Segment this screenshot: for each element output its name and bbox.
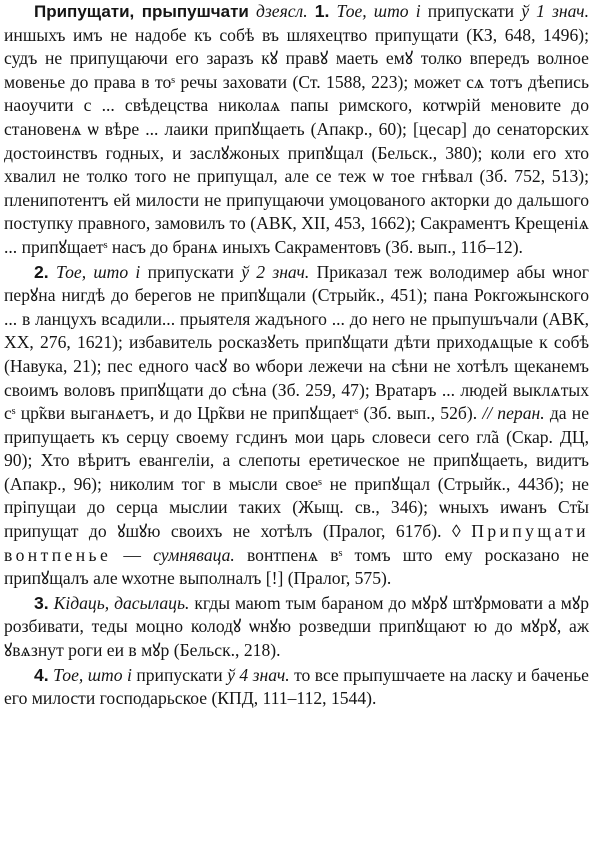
sense-number: 3. (34, 592, 49, 613)
sense-ref-word: припускати (427, 1, 515, 21)
sense-number: 4. (34, 664, 49, 685)
sense-text: то все прыпушчаете на ласку и баченье его милости господарьское (КПД, 111–112, 1544). (4, 664, 589, 709)
figurative-text: да не припущаеть къ серцу своему гсдинъ мои царь словеси сего гл̃а (Скар. ДЦ, 90); Хто вѣритъ евангелiи, а слепоты еретическое не припꙋщаеть, видитъ (Апакр., 96); николим тог в мысли своеˢ не припꙋщал (Стрыйк., 443б); не пріпущаи до серца мыслии таких (Жыщ. св., 346); ѡныхъ иѡанъ Ст̃ы припущат до ꙋшꙋю своихъ не хотѣлъ (Пралог, 617б). (4, 403, 590, 542)
sense-number: 2. (34, 261, 49, 282)
figurative-mark: // (482, 403, 493, 424)
sense-number: 1. (314, 1, 330, 21)
sense-ref-tail: ў 4 знач. (227, 664, 290, 685)
sense-2 (4, 261, 589, 591)
headword: Припущати, прыпушчати (34, 2, 249, 21)
phrase-text: вонтпенѧ вˢ томъ што ему росказано не припꙋщалъ але ѡхотне выполналъ [!] (Пралог, 575). (4, 544, 589, 589)
sense-4 (4, 664, 589, 711)
dictionary-entry (4, 0, 589, 711)
sense-text: Приказал теж володимер абы ѡног перꙋна нигдѣ до берегов не припꙋщали (Стрыйк., 451); пана Рокгожынского ... в ланцухъ всадили... прыятеля жадъного ... до него не прыпушъчали (АВК, XX, 276, 1621); избавитель росказꙋеть припꙋщати дѣти приходѧщые к собѣ (Навука, 21); пес едного часꙋ во ѡбори лежечи на сѣни не хотѣлъ щеканемъ своимъ воловъ припꙋщати до сѣна (Зб. 259, 47); Вратаръ ... людей выклѧтых cˢ цр̃кви выганѧетъ, и до Цр̃кви не припꙋщаетˢ (Зб. вып., 52б). (4, 261, 590, 424)
sense-ref-tail: ў 2 знач. (241, 261, 310, 282)
sense-gloss: Кідаць, дасылаць. (53, 592, 190, 613)
sense-3 (4, 592, 589, 663)
phrase-headword: Припущати вонтпенье (4, 521, 589, 565)
figurative-label: перан. (497, 403, 545, 424)
phrase-gloss: сумняваца. (153, 544, 235, 565)
sense-ref-word: припускати (136, 664, 223, 685)
phrase-dash: — (123, 544, 141, 565)
sense-1 (4, 0, 589, 260)
sense-gloss: Тое, што і (53, 664, 132, 685)
sense-gloss: Тое, што і (336, 1, 421, 21)
sense-text: иншыхъ имъ не надобе къ собѣ въ шляхецтво припущати (КЗ, 648, 1496); судъ не припущаючи его заразъ кꙋ правꙋ маеть емꙋ толко впередъ волное мовенье до права в тоˢ речы заховати (Ст. 1588, 223); может сѧ тотъ дѣепись наоучити с ... свѣдецства николаѧ папы римского, котѡрій меновите до становенѧ ѡ вѣре ... лаики припꙋщаеть (Апакр., 60); [цесар] до сенаторских достоинствъ годных, и заслꙋжоных припꙋщал (Бельск., 380); коли его хто хвалил не толко того не припущал, але се теж ѡ тое гнѣвал (Зб. 752, 513); пленипотентъ ей милости не припущаючи умоцованого акторки до дальшого поступку правного, замовилъ то (АВК, XII, 453, 1662); Сакраментъ Крещенiѧ ... припꙋщаетˢ насъ до бранѧ иныхъ Сакраментовъ (Зб. вып., 11б–12). (4, 24, 589, 257)
sense-ref-word: припускати (147, 261, 234, 282)
grammar-label: дзеясл. (256, 1, 308, 21)
sense-gloss: Тое, што і (55, 261, 141, 282)
sense-text: кгды маюm тым бараном до мꙋрꙋ штꙋрмовати а мꙋр розбивати, теды моцно колодꙋ ѡнꙋю розведши припꙋщают ю до мꙋрꙋ, аж ꙋвѧзнут роги еи в мꙋр (Бельск., 218). (4, 592, 589, 661)
sense-ref-tail: ў 1 знач. (521, 1, 589, 21)
phrase-mark: ◊ (452, 521, 461, 542)
